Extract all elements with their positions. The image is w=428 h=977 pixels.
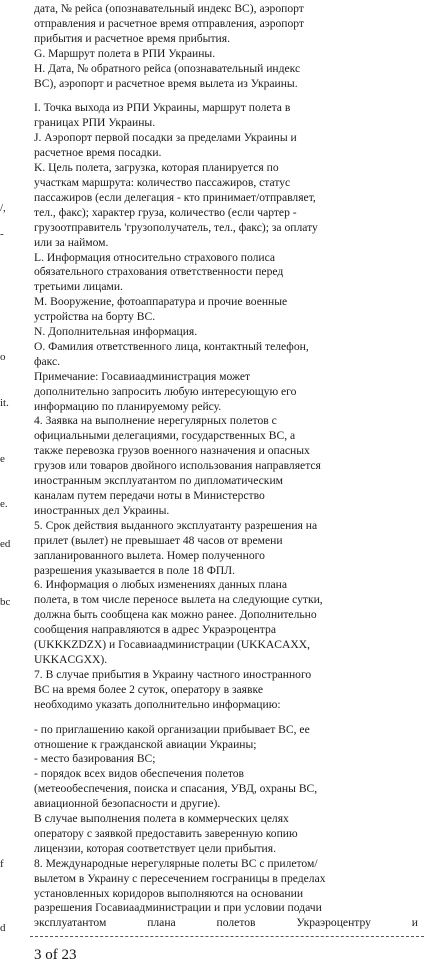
text-line: также перевозка грузов военного назначения и опасных [34,444,310,458]
text-line: прибытия и расчетное время прибытия. [34,31,230,45]
text-line: - место базирования ВС; [34,752,156,766]
text-line: авиационной безопасности и другие). [34,797,221,811]
document-body [34,2,418,931]
text-line: эксплуатантом плана полетов Украэроцентру и [34,916,418,930]
text-line: необходимо указать дополнительно информацию: [34,697,281,711]
text-line: сообщения направляются в адрес Украэроцентра [34,623,276,637]
text-line: (метеообеспечения, поиска и спасания, УВД, охраны ВС, [34,782,318,796]
text-line: - порядок всех видов обеспечения полетов [34,767,245,781]
text-line: В случае выполнения полета в коммерческих целях [34,812,289,826]
text-line: ВС на время более 2 суток, оператору в заявке [34,682,263,696]
text-line: грузов или товаров двойного использования направляется [34,459,321,473]
text-line: (UKKKZDZX) и Госавиаадминистрации (UKKACAXX, [34,638,311,652]
bottom-block [34,723,418,932]
text-line: полета, в том числе переносе вылета на следующие сутки, [34,593,323,607]
margin-fragment: o [0,351,6,363]
middle-block [34,101,418,712]
text-line: прилет (вылет) не превышает 48 часов от времени [34,533,283,547]
text-line: 8. Международные нерегулярные полеты ВС с прилетом/ [34,856,318,870]
footer-divider [30,936,424,937]
margin-fragment: f [0,858,4,870]
top-block [34,2,418,91]
text-line: дополнительно запросить любую интересующую его [34,384,297,398]
text-line: L. Информация относительно страхового полиса [34,250,276,264]
paragraph-gap [34,91,418,101]
text-line: третьими лицами. [34,280,123,294]
text-line: K. Цель полета, загрузка, которая планируется по [34,161,279,175]
margin-fragment: - [0,228,4,240]
text-line: - по приглашению какой организации прибывает ВС, ее [34,722,310,736]
text-line: установленных коридоров выполняются на основании [34,886,304,900]
text-line: пассажиров (если делегация - кто принимает/отправляет, [34,190,316,204]
text-line: участкам маршрута: количество пассажиров, статус [34,175,291,189]
margin-fragment: d [0,922,6,934]
margin-fragment: ed [0,538,11,550]
text-line: вылетом в Украину с пересечением госграницы в пределах [34,871,326,885]
text-line: разрешения указывается в поле 18 ФПЛ. [34,563,235,577]
paragraph-gap [34,713,418,723]
text-line: факс. [34,354,61,368]
text-line: M. Вооружение, фотоаппаратура и прочие военные [34,295,288,309]
text-line: 6. Информация о любых изменениях данных плана [34,578,287,592]
text-line: J. Аэропорт первой посадки за пределами Украины и [34,131,297,145]
text-line: G. Маршрут полета в РПИ Украины. [34,46,216,60]
text-line: ВС), аэропорт и расчетное время вылета из Украины. [34,76,298,90]
margin-fragment: it. [0,397,9,409]
text-line: N. Дополнительная информация. [34,325,198,339]
text-line: устройства на борту ВС. [34,310,156,324]
text-line: официальными делегациями, государственных ВС, а [34,429,296,443]
text-line: оператору с заявкой предоставить заверенную копию [34,826,298,840]
margin-fragment: e [0,453,5,465]
text-line: или за наймом. [34,235,109,249]
text-line: каналам путем передачи ноты в Министерство [34,489,265,502]
text-line: Примечание: Госавиаадминистрация может [34,369,251,383]
text-line: границах РПИ Украины. [34,116,156,130]
text-line: отправления и расчетное время отправления, аэропорт [34,16,305,30]
text-line: H. Дата, № обратного рейса (опознавательный индекс [34,61,301,75]
text-line: дата, № рейса (опознавательный индекс ВС), аэропорт [34,2,304,15]
text-line: тел., факс); характер груза, количество (если чартер - [34,205,297,219]
text-line: иностранным эксплуатантом по дипломатическим [34,474,283,488]
margin-fragment: bc [0,596,11,608]
text-line: обязательного страхования ответственности перед [34,265,284,279]
text-line: информацию по планируемому рейсу. [34,399,222,413]
text-line: 4. Заявка на выполнение нерегулярных полетов с [34,414,277,428]
text-line: 5. Срок действия выданного эксплуатанту разрешения на [34,518,318,532]
left-margin-column [0,0,24,977]
text-line: отношение к гражданской авиации Украины; [34,737,257,751]
text-line: UKKACGXX). [34,652,108,666]
text-line: I. Точка выхода из РПИ Украины, маршрут полета в [34,101,291,115]
text-line: лицензии, которая соответствует цели прибытия. [34,841,276,855]
text-line: грузоотправитель 'грузополучатель, тел., факс); за оплату [34,220,318,234]
text-line: иностранных дел Украины. [34,503,170,517]
text-line: должна быть сообщена как можно ранее. Дополнительно [34,608,317,622]
margin-fragment: e. [0,498,8,510]
text-line: расчетное время посадки. [34,146,162,160]
text-line: разрешения Госавиаадминистрации и при условии подачи [34,901,322,915]
margin-fragment: /, [0,202,6,214]
text-line: 7. В случае прибытия в Украину частного иностранного [34,667,312,681]
text-line: запланированного вылета. Номер полученного [34,548,265,562]
page-number: 3 of 23 [34,947,77,963]
text-line: O. Фамилия ответственного лица, контактный телефон, [34,339,309,353]
